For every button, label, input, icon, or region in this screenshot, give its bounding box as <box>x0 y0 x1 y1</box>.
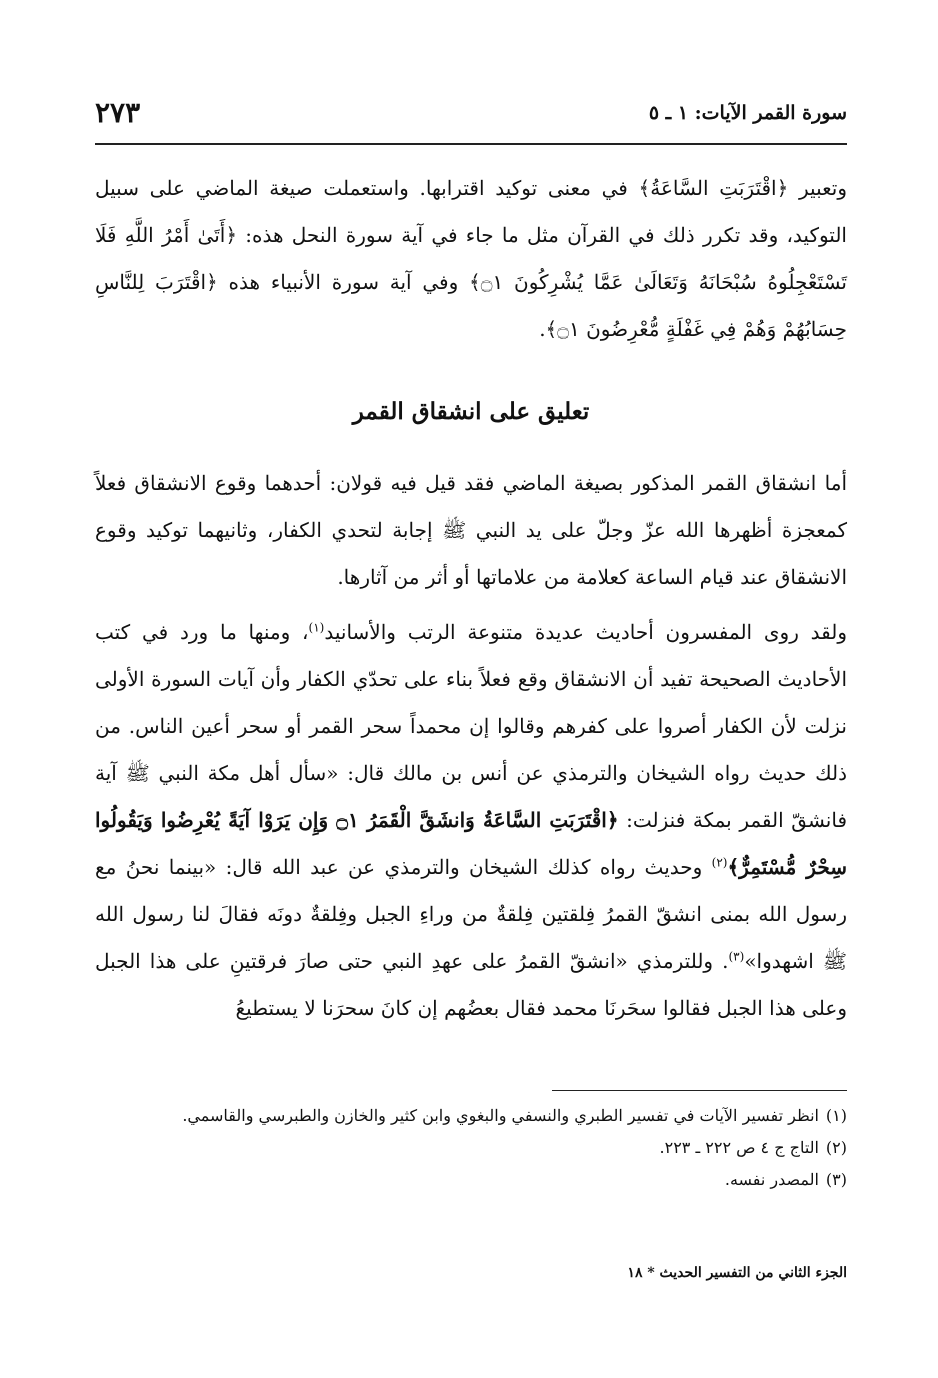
section-paragraph-1: أما انشقاق القمر المذكور بصيغة الماضي فقد قيل فيه قولان: أحدهما وقوع الانشقاق فعلاً كمعجزة أظهرها الله عزّ وجلّ على يد النبي ﷺ إجابة لتحدي الكفار، وثانيهما توكيد وقوع الانشقاق عند قيام الساعة كعلامة من علاماتها أو أثر من آثارها. <box>95 471 847 589</box>
intro-block <box>95 165 847 353</box>
footnote-text: التاج ج ٤ ص ٢٢٢ ـ ٢٢٣. <box>659 1138 819 1157</box>
footnote-text: المصدر نفسه. <box>724 1170 819 1189</box>
footnote-number: (١) <box>825 1106 847 1125</box>
signature-footer: الجزء الثاني من التفسير الحديث * ١٨ <box>627 1265 847 1281</box>
paragraph-2-text-a: ولقد روى المفسرون أحاديث عديدة متنوعة الرتب والأسانيد <box>324 620 847 644</box>
footnote-item <box>95 1132 847 1164</box>
footnote-ref-3: (٣) <box>728 949 745 964</box>
footnote-number: (٣) <box>825 1170 847 1189</box>
footnote-ref-1: (١) <box>308 620 325 635</box>
footnote-item <box>95 1100 847 1132</box>
header-divider <box>95 143 847 145</box>
footnotes <box>95 1100 847 1196</box>
footnote-text: انظر تفسير الآيات في تفسير الطبري والنسفي والبغوي وابن كثير والخازن والطبرسي والقاسمي. <box>182 1106 819 1125</box>
footnote-divider <box>552 1090 847 1091</box>
running-title: سورة القمر الآيات: ١ ـ ٥ <box>648 102 847 124</box>
paragraph-2-text-d: . وللترمذي «انشقّ القمرُ على عهدِ النبي حتى صارَ فرقتينِ على هذا الجبل وعلى هذا الجبل فقالوا سحَرنَا محمد فقال بعضُهم إن كانَ سحرَنا لا يستطيعُ <box>95 949 847 1020</box>
footnote-number: (٢) <box>825 1138 847 1157</box>
section-paragraph-2 <box>95 609 847 1032</box>
paragraph-2-text-c: وحديث رواه كذلك الشيخان والترمذي عن عبد الله قال: «بينما نحنُ مع رسول الله بمنى انشقّ القمرُ فِلقتين فِلقةٌ من وراءِ الجبل وفِلقةٌ دونَه فقالَ لنا رسول الله ﷺ اشهدوا» <box>95 855 847 973</box>
footnote-ref-2: (٢) <box>711 855 728 870</box>
quran-verse: ﴿اقْتَرَبَتِ السَّاعَةُ وَانشَقَّ الْقَمَرُ ۝١ وَإِن يَرَوْا آيَةً يُعْرِضُوا وَيَقُولُوا سِحْرٌ مُّسْتَمِرٌّ﴾ <box>95 808 847 879</box>
intro-paragraph: وتعبير ﴿اقْتَرَبَتِ السَّاعَةُ﴾ في معنى توكيد اقترابها. واستعملت صيغة الماضي على سبيل التوكيد، وقد تكرر ذلك في القرآن مثل ما جاء في آية سورة النحل هذه: ﴿أَتَىٰ أَمْرُ اللَّهِ فَلَا تَسْتَعْجِلُوهُ سُبْحَانَهُ وَتَعَالَىٰ عَمَّا يُشْرِكُونَ ۝١﴾ وفي آية سورة الأنبياء هذه ﴿اقْتَرَبَ لِلنَّاسِ حِسَابُهُمْ وَهُمْ فِي غَفْلَةٍ مُّعْرِضُونَ ۝١﴾. <box>95 176 847 341</box>
section-heading: تعليق على انشقاق القمر <box>352 398 590 425</box>
page-header <box>95 96 847 136</box>
page-number: ٢٧٣ <box>95 96 141 129</box>
paragraph-2-text-b: ، ومنها ما ورد في كتب الأحاديث الصحيحة تفيد أن الانشقاق وقع فعلاً بناء على تحدّي الكفار وأن آيات السورة الأولى نزلت لأن الكفار أصروا على كفرهم وقالوا إن محمداً سحر القمر أو سحر أعين الناس. من ذلك حديث رواه الشيخان والترمذي عن أنس بن مالك قال: «سأل أهل مكة النبي ﷺ آية فانشقّ القمر بمكة فنزلت: <box>95 620 848 832</box>
footnote-item <box>95 1164 847 1196</box>
section-body <box>95 460 847 1032</box>
